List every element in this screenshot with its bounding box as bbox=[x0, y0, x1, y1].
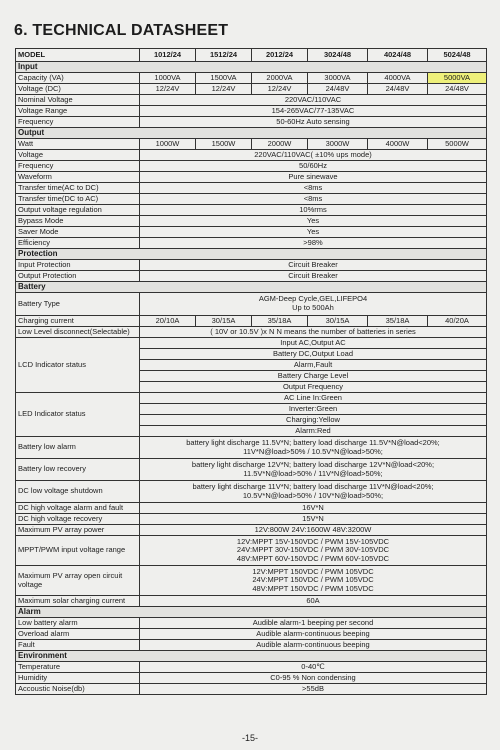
model-name: 1012/24 bbox=[140, 49, 196, 62]
spec-value: ( 10V or 10.5V )x N N means the number of batteries in series bbox=[140, 327, 487, 338]
spec-value: 3000VA bbox=[308, 73, 368, 84]
spec-value: Output Frequency bbox=[140, 382, 487, 393]
spec-value-multiline bbox=[140, 437, 487, 459]
spec-label: Voltage bbox=[16, 150, 140, 161]
spec-value: 50-60Hz Auto sensing bbox=[140, 117, 487, 128]
spec-value: 15V*N bbox=[140, 514, 487, 525]
section-input bbox=[16, 62, 487, 73]
spec-value: 16V*N bbox=[140, 503, 487, 514]
section-title: Output bbox=[16, 128, 487, 139]
spec-label: Bypass Mode bbox=[16, 216, 140, 227]
spec-value: Charging:Yellow bbox=[140, 415, 487, 426]
spec-label: MPPT/PWM input voltage range bbox=[16, 536, 140, 566]
section-title: Environment bbox=[16, 651, 487, 662]
spec-row bbox=[16, 161, 487, 172]
spec-label: Low Level disconnect(Selectable) bbox=[16, 327, 140, 338]
spec-value: >98% bbox=[140, 238, 487, 249]
spec-value: Battery DC,Output Load bbox=[140, 349, 487, 360]
spec-label: Accoustic Noise(db) bbox=[16, 684, 140, 695]
section-title: Alarm bbox=[16, 607, 487, 618]
spec-label: Saver Mode bbox=[16, 227, 140, 238]
spec-line: 48V:MPPT 150VDC / PWM 105VDC bbox=[252, 583, 374, 593]
model-name: 2012/24 bbox=[252, 49, 308, 62]
spec-value: Alarm:Red bbox=[140, 426, 487, 437]
spec-label: LED Indicator status bbox=[16, 393, 140, 437]
spec-label: Transfer time(DC to AC) bbox=[16, 194, 140, 205]
spec-row bbox=[16, 514, 487, 525]
spec-label: Output Protection bbox=[16, 271, 140, 282]
spec-value: 40/20A bbox=[428, 316, 487, 327]
spec-row bbox=[16, 640, 487, 651]
spec-value-multiline bbox=[140, 536, 487, 566]
spec-label: Battery Type bbox=[16, 293, 140, 316]
model-name: 4024/48 bbox=[368, 49, 428, 62]
spec-line: battery light discharge 11V*N; battery load discharge 11V*N@load<20%; bbox=[192, 481, 434, 491]
spec-value: 12/24V bbox=[140, 84, 196, 95]
spec-label: Input Protection bbox=[16, 260, 140, 271]
spec-label: Nominal Voltage bbox=[16, 95, 140, 106]
spec-label: Maximum solar charging current bbox=[16, 596, 140, 607]
spec-label: Overload alarm bbox=[16, 629, 140, 640]
spec-row bbox=[16, 684, 487, 695]
spec-row bbox=[16, 481, 487, 503]
spec-value: Pure sinewave bbox=[140, 172, 487, 183]
spec-value: 1000VA bbox=[140, 73, 196, 84]
spec-label: Temperature bbox=[16, 662, 140, 673]
spec-value: AC Line In:Green bbox=[140, 393, 487, 404]
spec-row bbox=[16, 271, 487, 282]
spec-line: 24V:MPPT 150VDC / PWM 105VDC bbox=[252, 575, 374, 585]
spec-label: Watt bbox=[16, 139, 140, 150]
page-number: -15- bbox=[241, 733, 258, 743]
spec-value: 1000W bbox=[140, 139, 196, 150]
spec-row bbox=[16, 327, 487, 338]
spec-label: Maximum PV array open circuit voltage bbox=[16, 566, 140, 596]
section-environment bbox=[16, 651, 487, 662]
spec-row bbox=[16, 106, 487, 117]
spec-value: C0-95 % Non condensing bbox=[140, 673, 487, 684]
spec-value: <8ms bbox=[140, 183, 487, 194]
spec-value: Audible alarm-continuous beeping bbox=[140, 629, 487, 640]
spec-row bbox=[16, 673, 487, 684]
section-title: Battery bbox=[16, 282, 487, 293]
spec-value: 20/10A bbox=[140, 316, 196, 327]
spec-value: 50/60Hz bbox=[140, 161, 487, 172]
spec-line: 12V:MPPT 150VDC / PWM 105VDC bbox=[252, 566, 374, 576]
spec-row bbox=[16, 503, 487, 514]
model-name: 5024/48 bbox=[428, 49, 487, 62]
spec-value: Audible alarm-continuous beeping bbox=[140, 640, 487, 651]
spec-line: 10.5V*N@load>50% / 10V*N@load>50%; bbox=[242, 490, 384, 500]
section-battery bbox=[16, 282, 487, 293]
spec-value: <8ms bbox=[140, 194, 487, 205]
spec-value: Alarm,Fault bbox=[140, 360, 487, 371]
section-output bbox=[16, 128, 487, 139]
spec-line: Up to 500Ah bbox=[292, 303, 334, 312]
spec-value: 1500W bbox=[196, 139, 252, 150]
spec-value: Yes bbox=[140, 227, 487, 238]
spec-value: 2000VA bbox=[252, 73, 308, 84]
spec-value: 12V:800W 24V:1600W 48V:3200W bbox=[140, 525, 487, 536]
highlighted-spec-value: 5000VA bbox=[428, 73, 487, 84]
spec-label: LCD Indicator status bbox=[16, 338, 140, 393]
spec-row bbox=[16, 73, 487, 84]
spec-row bbox=[16, 293, 487, 316]
spec-value: 4000VA bbox=[368, 73, 428, 84]
spec-value-multiline bbox=[140, 293, 487, 316]
spec-line: 48V:MPPT 60V-150VDC / PWM 60V-105VDC bbox=[236, 553, 390, 563]
model-name: 3024/48 bbox=[308, 49, 368, 62]
spec-row bbox=[16, 227, 487, 238]
spec-row bbox=[16, 260, 487, 271]
spec-row bbox=[16, 437, 487, 459]
spec-value: 220VAC/110VAC( ±10% ups mode) bbox=[140, 150, 487, 161]
section-alarm bbox=[16, 607, 487, 618]
spec-label: Frequency bbox=[16, 161, 140, 172]
spec-value: Inverter:Green bbox=[140, 404, 487, 415]
model-header-row bbox=[16, 49, 487, 62]
spec-value: Circuit Breaker bbox=[140, 271, 487, 282]
spec-value-multiline bbox=[140, 459, 487, 481]
spec-row bbox=[16, 95, 487, 106]
section-title: Input bbox=[16, 62, 487, 73]
spec-value: 24/48V bbox=[308, 84, 368, 95]
spec-row bbox=[16, 183, 487, 194]
spec-row bbox=[16, 216, 487, 227]
spec-value: 154-265VAC/77-135VAC bbox=[140, 106, 487, 117]
spec-value: 0-40℃ bbox=[140, 662, 487, 673]
spec-row bbox=[16, 629, 487, 640]
spec-value: 35/18A bbox=[368, 316, 428, 327]
spec-label: Efficiency bbox=[16, 238, 140, 249]
spec-value: 1500VA bbox=[196, 73, 252, 84]
spec-value: 220VAC/110VAC bbox=[140, 95, 487, 106]
technical-datasheet-table bbox=[15, 48, 487, 695]
spec-value: Audible alarm-1 beeping per second bbox=[140, 618, 487, 629]
spec-row bbox=[16, 596, 487, 607]
spec-line: 12V:MPPT 15V-150VDC / PWM 15V-105VDC bbox=[236, 536, 390, 546]
spec-row bbox=[16, 566, 487, 596]
spec-value: Battery Charge Level bbox=[140, 371, 487, 382]
spec-value-multiline bbox=[140, 481, 487, 503]
spec-value: 60A bbox=[140, 596, 487, 607]
spec-line: 24V:MPPT 30V-150VDC / PWM 30V-105VDC bbox=[236, 545, 390, 555]
spec-label: Fault bbox=[16, 640, 140, 651]
spec-row bbox=[16, 338, 487, 349]
spec-value: >55dB bbox=[140, 684, 487, 695]
spec-label: DC high voltage recovery bbox=[16, 514, 140, 525]
spec-row bbox=[16, 205, 487, 216]
spec-row bbox=[16, 150, 487, 161]
spec-line: battery light discharge 12V*N; battery load discharge 12V*N@load<20%; bbox=[191, 459, 435, 469]
spec-row bbox=[16, 536, 487, 566]
spec-value: Input AC,Output AC bbox=[140, 338, 487, 349]
spec-label: Capacity (VA) bbox=[16, 73, 140, 84]
spec-row bbox=[16, 139, 487, 150]
spec-value: 35/18A bbox=[252, 316, 308, 327]
spec-row bbox=[16, 459, 487, 481]
spec-value: 2000W bbox=[252, 139, 308, 150]
spec-line: AGM-Deep Cycle,GEL,LIFEPO4 bbox=[258, 294, 368, 304]
spec-line: 11.5V*N@load>50% / 11V*N@load>50%; bbox=[243, 468, 383, 478]
spec-label: Charging current bbox=[16, 316, 140, 327]
spec-value: 3000W bbox=[308, 139, 368, 150]
spec-line: battery light discharge 11.5V*N; battery load discharge 11.5V*N@load<20%; bbox=[186, 437, 440, 447]
model-label: MODEL bbox=[16, 49, 140, 62]
spec-value: Circuit Breaker bbox=[140, 260, 487, 271]
spec-value: 4000W bbox=[368, 139, 428, 150]
model-name: 1512/24 bbox=[196, 49, 252, 62]
spec-label: Waveform bbox=[16, 172, 140, 183]
spec-row bbox=[16, 662, 487, 673]
datasheet-title: 6. TECHNICAL DATASHEET bbox=[14, 22, 229, 39]
spec-label: DC low voltage shutdown bbox=[16, 481, 140, 503]
spec-value: 30/15A bbox=[196, 316, 252, 327]
spec-row bbox=[16, 194, 487, 205]
spec-value: Yes bbox=[140, 216, 487, 227]
spec-row bbox=[16, 618, 487, 629]
spec-value: 24/48V bbox=[368, 84, 428, 95]
spec-label: Output voltage regulation bbox=[16, 205, 140, 216]
spec-row bbox=[16, 393, 487, 404]
spec-label: Frequency bbox=[16, 117, 140, 128]
spec-row bbox=[16, 316, 487, 327]
spec-value-multiline bbox=[140, 566, 487, 596]
spec-row bbox=[16, 117, 487, 128]
spec-row bbox=[16, 238, 487, 249]
spec-row bbox=[16, 172, 487, 183]
spec-value: 12/24V bbox=[252, 84, 308, 95]
spec-value: 12/24V bbox=[196, 84, 252, 95]
spec-label: Voltage Range bbox=[16, 106, 140, 117]
spec-row bbox=[16, 84, 487, 95]
spec-value: 30/15A bbox=[308, 316, 368, 327]
section-title: Protection bbox=[16, 249, 487, 260]
spec-label: Battery low alarm bbox=[16, 437, 140, 459]
spec-label: Maximum PV array power bbox=[16, 525, 140, 536]
spec-label: Low battery alarm bbox=[16, 618, 140, 629]
spec-value: 5000W bbox=[428, 139, 487, 150]
spec-label: Transfer time(AC to DC) bbox=[16, 183, 140, 194]
spec-value: 24/48V bbox=[428, 84, 487, 95]
spec-line: 11V*N@load>50% / 10.5V*N@load>50%; bbox=[243, 446, 383, 456]
spec-label: Voltage (DC) bbox=[16, 84, 140, 95]
spec-label: DC high voltage alarm and fault bbox=[16, 503, 140, 514]
spec-label: Battery low recovery bbox=[16, 459, 140, 481]
spec-value: 10%rms bbox=[140, 205, 487, 216]
spec-row bbox=[16, 525, 487, 536]
spec-label: Humidity bbox=[16, 673, 140, 684]
section-protection bbox=[16, 249, 487, 260]
